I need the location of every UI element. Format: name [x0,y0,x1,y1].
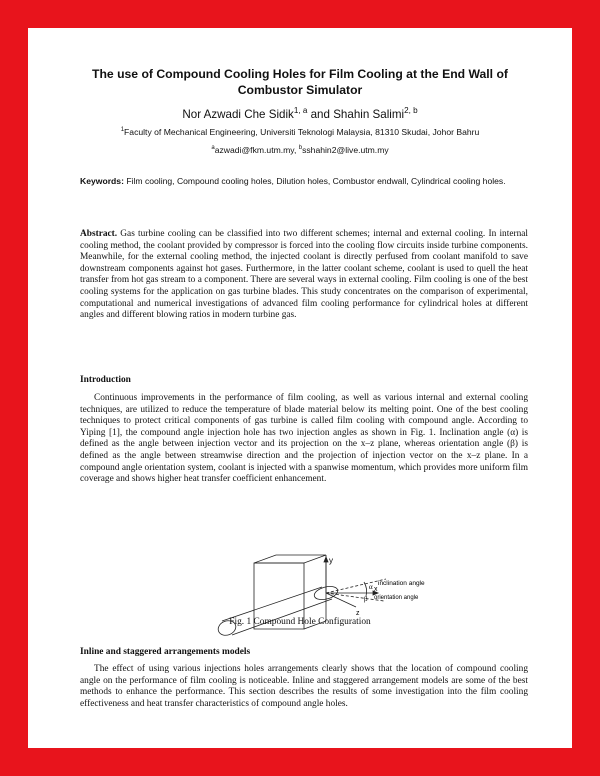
hole-edge-top [222,587,322,621]
wall-top-face [254,555,326,563]
y-axis-label: y [329,556,333,565]
author-1-sup: 1, a [293,106,308,116]
email-b: sshahin2@live.utm.my [302,145,389,155]
email-b-sup: b [298,145,303,152]
z-axis-label: z [356,610,360,617]
compound-hole-figure [214,551,494,651]
author-1-name: Nor Azwadi Che Sidik [182,108,294,121]
introduction-paragraph: Continuous improvements in the performance of film cooling, as well as various internal and external cooling techniques, are utilized to reduce the temperature of blade material below its melting point. One of the best cooling techniques to protect critical components of gas turbine is called film cooling with compound angle. According to Yiping [1], the compound angle injection hole has two injection angles as shown in Fig. 1. Inclination angle (α) is defined as the angle between injection vector and its projection on the x–z plane, whereas orientation angle (β) is defined as the angle between streamwise direction and the projection of injection vector on the x–z plane. In a compound angle orientation system, coolant is injected with a spanwise momentum, which provides more uniform film coverage and shows higher heat transfer coefficient enhancement. [80,393,528,485]
email-a-sup: a [211,145,215,152]
author-line [28,108,572,121]
email-a: azwadi@fkm.utm.my, [214,145,299,155]
introduction-heading: Introduction [80,375,131,385]
email-line [28,145,572,155]
abstract-text: Gas turbine cooling can be classified into two different schemes; internal and external cooling. In internal cooling method, the coolant provided by compressor is forced into the cooling flow circuits inside turbine components. Meanwhile, for the external cooling method, the injected coolant is directly perfused from coolant manifold to save downstream components against hot gases. Furthermore, in the latter coolant scheme, coolant is used to quell the heat transfer from hot gas stream to a component. There are several ways in external cooling. Film cooling is one of the best cooling systems for the application on gas turbine blades. This study concentrates on the comparison of experimental, computational and numerical investigations of advanced film cooling performance for cylindrical holes at different angles and different blowing ratios in modern turbine gas. [80,229,531,321]
abstract-block [80,229,531,322]
alpha-label: α [369,583,373,591]
section2-paragraph: The effect of using various injections holes arrangements clearly shows that the location of compound cooling angle on the performance of film cooling is noticeable. Inline and staggered arrangement models are some of the best methods to enhance the performance. This section describes the results of some investigation into the film cooling effectiveness and heat transfer characteristics of compound angle holes. [80,664,528,709]
beta-label: β [364,595,368,603]
alpha-arc [364,582,367,596]
figure-caption: Fig. 1 Compound Hole Configuration [229,617,371,627]
section2-heading: Inline and staggered arrangements models [80,647,251,657]
keywords-block [80,175,528,187]
paper-title: The use of Compound Cooling Holes for Film Cooling at the End Wall of Combustor Simulator [92,67,508,97]
affiliation-sup: 1 [120,127,125,134]
paper-page [28,28,572,748]
inclination-angle-label: inclination angle [378,580,425,587]
abstract-label: Abstract. [80,229,118,239]
keywords-label: Keywords: [80,176,124,186]
author-2-sup: 2, b [404,106,418,116]
orientation-angle-label: orientation angle [374,595,419,601]
y-axis-arrow [324,557,328,562]
author-connector: and [307,108,334,121]
affiliation [28,127,572,137]
affiliation-text: Faculty of Mechanical Engineering, Universiti Teknologi Malaysia, 81310 Skudai, Johor Bahru [124,127,480,137]
x-axis-label: x [374,586,378,593]
keywords-text: Film cooling, Compound cooling holes, Dilution holes, Combustor endwall, Cylindrical cooling holes. [123,176,506,186]
author-2-name: Shahin Salimi [333,108,405,121]
